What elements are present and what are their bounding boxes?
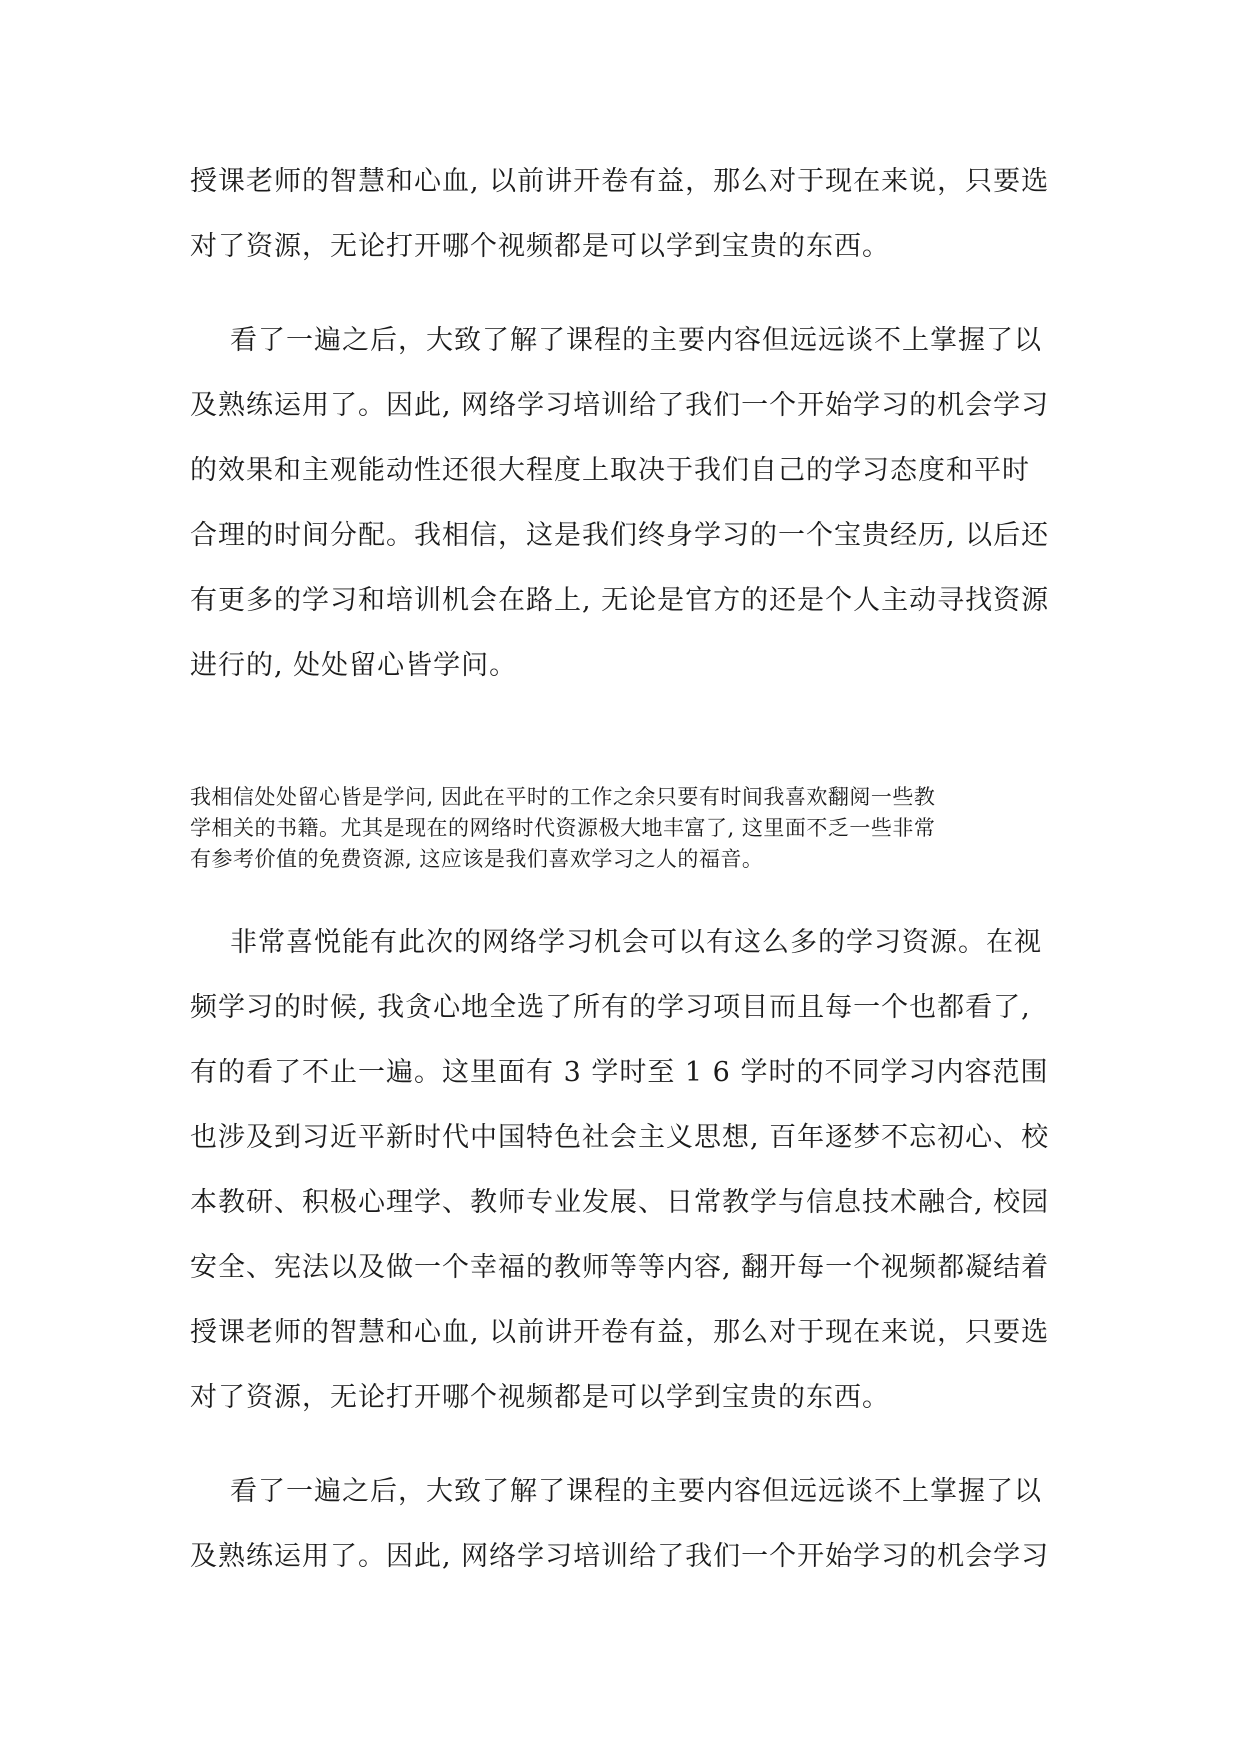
paragraph-2-line-1: 看了一遍之后，大致了解了课程的主要内容但远远谈不上掌握了以 — [230, 325, 1042, 356]
paragraph-4-line-8: 对了资源，无论打开哪个视频都是可以学到宝贵的东西。 — [190, 1382, 890, 1413]
paragraph-4-line-6: 安全、宪法以及做一个幸福的教师等等内容, 翻开每一个视频都凝结着 — [190, 1252, 1050, 1283]
paragraph-3-line-3: 有参考价值的免费资源, 这应该是我们喜欢学习之人的福音。 — [190, 847, 764, 871]
paragraph-3-line-2: 学相关的书籍。尤其是现在的网络时代资源极大地丰富了, 这里面不乏一些非常 — [190, 816, 936, 840]
paragraph-1-line-2: 对了资源，无论打开哪个视频都是可以学到宝贵的东西。 — [190, 231, 890, 262]
paragraph-4-line-3: 有的看了不止一遍。这里面有 3 学时至 1 6 学时的不同学习内容范围 — [190, 1057, 1049, 1088]
paragraph-2-line-6: 进行的, 处处留心皆学问。 — [190, 650, 518, 681]
paragraph-3-line-1: 我相信处处留心皆是学问, 因此在平时的工作之余只要有时间我喜欢翻阅一些教 — [190, 785, 936, 809]
paragraph-4-line-4: 也涉及到习近平新时代中国特色社会主义思想, 百年逐梦不忘初心、校 — [190, 1122, 1050, 1153]
paragraph-2-line-2: 及熟练运用了。因此, 网络学习培训给了我们一个开始学习的机会学习 — [190, 390, 1050, 421]
paragraph-2-line-3: 的效果和主观能动性还很大程度上取决于我们自己的学习态度和平时 — [190, 455, 1030, 486]
paragraph-2-line-4: 合理的时间分配。我相信，这是我们终身学习的一个宝贵经历, 以后还 — [190, 520, 1050, 551]
paragraph-4-line-2: 频学习的时候, 我贪心地全选了所有的学习项目而且每一个也都看了, — [190, 992, 1031, 1023]
paragraph-5-line-1: 看了一遍之后，大致了解了课程的主要内容但远远谈不上掌握了以 — [230, 1476, 1042, 1507]
paragraph-4-line-7: 授课老师的智慧和心血, 以前讲开卷有益，那么对于现在来说，只要选 — [190, 1317, 1050, 1348]
paragraph-4-line-5: 本教研、积极心理学、教师专业发展、日常教学与信息技术融合, 校园 — [190, 1187, 1050, 1218]
paragraph-1-line-1: 授课老师的智慧和心血, 以前讲开卷有益，那么对于现在来说，只要选 — [190, 166, 1050, 197]
paragraph-5-line-2: 及熟练运用了。因此, 网络学习培训给了我们一个开始学习的机会学习 — [190, 1541, 1050, 1572]
paragraph-4-line-1: 非常喜悦能有此次的网络学习机会可以有这么多的学习资源。在视 — [230, 927, 1042, 958]
paragraph-2-line-5: 有更多的学习和培训机会在路上, 无论是官方的还是个人主动寻找资源 — [190, 585, 1050, 616]
